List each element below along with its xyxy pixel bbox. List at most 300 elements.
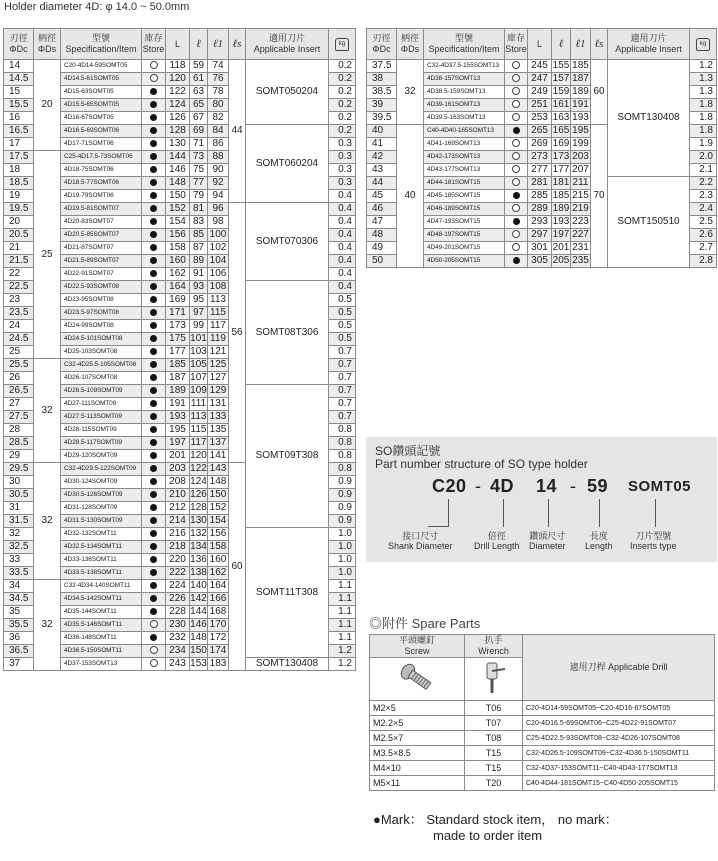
l1-value: 96	[208, 203, 229, 216]
col-kg	[329, 29, 356, 60]
kg-value: 1.3	[690, 73, 717, 86]
store-cell	[505, 255, 528, 268]
stock-dot-icon	[150, 595, 157, 602]
L-value: 212	[166, 502, 190, 515]
L-value: 185	[166, 359, 190, 372]
l1-value: 141	[208, 450, 229, 463]
col-L: L	[166, 29, 190, 60]
spec-value: 4D48-197SOMT15	[424, 229, 505, 242]
L-value: 228	[166, 606, 190, 619]
l-value: 75	[190, 164, 208, 177]
l-value: 71	[190, 138, 208, 151]
l1-value: 98	[208, 216, 229, 229]
dc-value: 42	[367, 151, 397, 164]
spec-value: 4D35-144SOMT11	[61, 606, 142, 619]
kg-value: 0.4	[329, 242, 356, 255]
l-value: 142	[190, 593, 207, 604]
stock-dot-icon	[150, 465, 157, 472]
L-value: 289	[528, 203, 552, 216]
spec-value: 4D15-63SOMT05	[61, 86, 142, 99]
wrench-value: T08	[465, 731, 523, 746]
spare-parts-table	[369, 634, 715, 791]
screw-value: M4×10	[370, 761, 465, 776]
kg-value: 2.4	[690, 203, 717, 216]
L-value: 189	[166, 385, 190, 398]
dc-value: 44	[367, 177, 397, 190]
wrench-value: T15	[465, 746, 523, 761]
spec-value: 4D42-173SOMT13	[424, 151, 505, 164]
dc-value: 29.5	[4, 463, 34, 476]
spec-value: 4D32.5-134SOMT11	[61, 541, 142, 554]
stock-dot-icon	[150, 218, 157, 225]
dc-value: 16	[4, 112, 34, 125]
screw-value: M5×11	[370, 776, 465, 791]
col-ds: 柄徑 ΦDs	[397, 29, 424, 60]
dc-value: 17	[4, 138, 34, 151]
l1-value: 148	[208, 476, 229, 489]
spec-value: 4D45-185SOMT15	[424, 190, 505, 203]
L-value: 126	[166, 112, 190, 125]
insert-value: SOMT070306	[246, 203, 329, 281]
no-stock-circle-icon	[512, 178, 520, 186]
store-cell	[142, 658, 166, 671]
l-value: 59	[190, 60, 208, 73]
l1-value: 137	[208, 437, 229, 450]
kg-value: 2.8	[690, 255, 717, 268]
store-cell	[142, 307, 166, 320]
store-cell	[142, 73, 166, 86]
L-value: 245	[528, 60, 552, 73]
L-value: 162	[166, 268, 190, 281]
L-value: 210	[166, 489, 190, 502]
kg-value: 1.1	[329, 580, 356, 593]
l-value: 136	[190, 554, 207, 565]
kg-value: 1.8	[690, 125, 717, 138]
spec-value: C32-4D29.5-122SOMT09	[61, 463, 142, 476]
l1-value: 102	[208, 242, 229, 255]
l1-value: 119	[208, 333, 229, 346]
spec-value: C40-4D40-165SOMT13	[424, 125, 505, 138]
l-value: 130	[190, 515, 207, 526]
l-value: 150	[190, 645, 207, 656]
spec-value: 4D27-111SOMT09	[61, 398, 142, 411]
L-value: 195	[166, 424, 190, 437]
kg-value: 0.7	[329, 398, 356, 411]
stock-dot-icon	[150, 491, 157, 498]
l1-value: 150	[208, 489, 229, 502]
kg-value: 2.0	[690, 151, 717, 164]
l1-value: 223	[572, 216, 589, 227]
L-value: 148	[166, 177, 190, 190]
spec-value: 4D36.5-150SOMT11	[61, 645, 142, 658]
L-value: 281	[528, 177, 552, 190]
spare-parts-title: ◎附件 Spare Parts	[369, 616, 481, 631]
screw-value: M2.5×7	[370, 731, 465, 746]
col-l: ℓ	[190, 29, 208, 60]
ls-value: 60	[591, 60, 608, 125]
store-cell	[142, 372, 166, 385]
dc-value: 25	[4, 346, 34, 359]
l1-value: 174	[208, 645, 229, 658]
L-value: 118	[166, 60, 190, 73]
store-cell	[142, 398, 166, 411]
spec-value: C32-4D37.5-155SOMT13	[424, 60, 505, 73]
table-row	[4, 60, 356, 73]
applicable-drill-value: C40-4D44-181SOMT15~C40-4D50-205SOMT15	[523, 776, 715, 791]
l1-value: 115	[208, 307, 229, 320]
stock-dot-icon	[150, 348, 157, 355]
col-wrench: 扒手 Wrench	[465, 635, 523, 658]
label-shank: 接口尺寸 Shank Diameter	[388, 531, 453, 551]
store-cell	[505, 125, 528, 138]
stock-dot-icon	[513, 218, 520, 225]
no-stock-circle-icon	[150, 646, 158, 654]
l1-value: 84	[208, 125, 229, 138]
dc-value: 36.5	[4, 645, 34, 658]
insert-value: SOMT130408	[246, 658, 329, 671]
stock-dot-icon	[513, 127, 520, 134]
kg-value: 0.5	[329, 307, 356, 320]
col-dc: 刃徑 ΦDc	[4, 29, 34, 60]
ds-value: 32	[397, 60, 424, 125]
store-cell	[142, 515, 166, 528]
dc-value: 16.5	[4, 125, 34, 138]
spec-value: 4D37-153SOMT13	[61, 658, 142, 671]
no-stock-circle-icon	[150, 74, 158, 82]
kg-value: 1.2	[329, 658, 356, 671]
dc-value: 34.5	[4, 593, 34, 606]
store-cell	[142, 411, 166, 424]
l1-value: 80	[208, 99, 229, 112]
L-value: 158	[166, 242, 190, 255]
dc-value: 33	[4, 554, 34, 567]
l1-value: 195	[572, 125, 589, 136]
dc-value: 48	[367, 229, 397, 242]
table-row	[370, 731, 715, 746]
col-ds: 柄徑 ΦDs	[34, 29, 61, 60]
code-shank: C20	[432, 476, 467, 496]
L-value: 216	[166, 528, 190, 541]
code-insert: SOMT05	[628, 478, 692, 495]
kg-value: 0.9	[329, 515, 356, 528]
store-cell	[505, 73, 528, 86]
kg-value: 2.5	[690, 216, 717, 229]
part-number-title-cn: SO鑽頭記號	[375, 444, 441, 458]
kg-value: 0.5	[329, 333, 356, 346]
kg-value: 0.5	[329, 294, 356, 307]
store-cell	[505, 99, 528, 112]
l-value: 126	[190, 489, 207, 500]
spec-value: 4D25-103SOMT08	[61, 346, 142, 359]
L-value: 128	[166, 125, 190, 138]
L-value: 232	[166, 632, 190, 645]
l-value: 144	[190, 606, 207, 617]
kg-value: 0.2	[329, 112, 356, 125]
dc-value: 33.5	[4, 567, 34, 580]
l-value: 140	[190, 580, 207, 591]
ls-value: 60	[229, 463, 246, 671]
dc-value: 23	[4, 294, 34, 307]
table-row	[367, 60, 717, 73]
stock-dot-icon	[150, 192, 157, 199]
spec-value: 4D24.5-101SOMT08	[61, 333, 142, 346]
label-length: 長度 Length	[585, 531, 613, 551]
dc-value: 14.5	[4, 73, 34, 86]
stock-dot-icon	[150, 101, 157, 108]
l-value: 89	[190, 255, 208, 268]
dc-value: 39.5	[367, 112, 397, 125]
l-value: 146	[190, 619, 207, 630]
dc-value: 47	[367, 216, 397, 229]
l1-value: 219	[572, 203, 589, 214]
L-value: 156	[166, 229, 190, 242]
l1-value: 183	[208, 658, 229, 671]
L-value: 305	[528, 255, 552, 268]
L-value: 265	[528, 125, 552, 138]
kg-value: 0.9	[329, 502, 356, 515]
stock-dot-icon	[150, 478, 157, 485]
stock-dot-icon	[150, 504, 157, 511]
dc-value: 39	[367, 99, 397, 112]
store-cell	[142, 424, 166, 437]
spec-value: 4D46-189SOMT15	[424, 203, 505, 216]
col-ls: ℓs	[229, 29, 246, 60]
insert-value: SOMT11T308	[246, 528, 329, 658]
store-cell	[142, 346, 166, 359]
stock-dot-icon	[150, 608, 157, 615]
kg-value: 0.5	[329, 320, 356, 333]
L-value: 171	[166, 307, 190, 320]
store-cell	[142, 463, 166, 476]
dc-value: 26	[4, 372, 34, 385]
kg-value: 0.4	[329, 255, 356, 268]
stock-dot-icon	[150, 556, 157, 563]
ds-value: 32	[34, 580, 61, 671]
stock-dot-icon	[150, 634, 157, 641]
no-stock-circle-icon	[512, 204, 520, 212]
store-cell	[505, 151, 528, 164]
L-value: 177	[166, 346, 190, 359]
dc-value: 37	[4, 658, 34, 671]
table-row	[370, 776, 715, 791]
spec-value: 4D21-87SOMT07	[61, 242, 142, 255]
L-value: 152	[166, 203, 190, 216]
kg-value: 1.8	[690, 112, 717, 125]
wrench-image	[465, 658, 523, 701]
l1-value: 187	[572, 73, 589, 84]
dc-value: 21	[4, 242, 34, 255]
l-value: 95	[190, 294, 208, 307]
kg-value: 1.0	[329, 567, 356, 580]
stock-dot-icon	[513, 192, 520, 199]
l1-value: 86	[208, 138, 229, 151]
l1-value: 154	[208, 515, 229, 528]
kg-value: 0.7	[329, 346, 356, 359]
l1-value: 207	[572, 164, 589, 175]
l-value: 185	[552, 190, 570, 201]
spec-value: 4D50-205SOMT15	[424, 255, 505, 268]
store-cell	[505, 138, 528, 151]
kg-value: 0.7	[329, 411, 356, 424]
dc-value: 50	[367, 255, 397, 268]
l-value: 201	[552, 242, 570, 253]
spec-value: C25-4D17.5-73SOMT06	[61, 151, 142, 164]
L-value: 273	[528, 151, 552, 164]
l-value: 61	[190, 73, 208, 86]
kg-value: 0.9	[329, 489, 356, 502]
dc-value: 28.5	[4, 437, 34, 450]
col-screw: 平頭螺釘 Screw	[370, 635, 465, 658]
kg-value: 0.4	[329, 190, 356, 203]
dc-value: 37.5	[367, 60, 397, 73]
kg-value: 2.1	[690, 164, 717, 177]
ds-value: 20	[34, 60, 61, 151]
l-value: 132	[190, 528, 207, 539]
spec-value: 4D18.5-77SOMT06	[61, 177, 142, 190]
dc-value: 38	[367, 73, 397, 86]
spec-value: 4D30.5-126SOMT09	[61, 489, 142, 502]
table-row	[370, 746, 715, 761]
part-number-panel: SO鑽頭記號 Part number structure of SO type holder C20 - 4D 14 - 59 SOMT05 接口尺寸 Shank Diameter 倍徑 Drill Length 鑽頭尺寸 Diameter 長度 Length 刀片型號 Inserts type	[366, 437, 717, 562]
l-value: 169	[552, 138, 570, 149]
code-length: 59	[587, 476, 609, 496]
dc-value: 31	[4, 502, 34, 515]
l1-value: 100	[208, 229, 229, 242]
insert-value: SOMT09T308	[246, 385, 329, 528]
l1-value: 158	[208, 541, 229, 554]
kg-value: 1.1	[329, 606, 356, 619]
col-insert: 適用刀片 Applicable Insert	[608, 29, 690, 60]
dc-value: 27	[4, 398, 34, 411]
l-value: 87	[190, 242, 208, 255]
l1-value: 78	[208, 86, 229, 99]
store-cell	[505, 203, 528, 216]
dc-value: 31.5	[4, 515, 34, 528]
stock-dot-icon	[150, 582, 157, 589]
l1-value: 135	[208, 424, 229, 437]
kg-value: 0.4	[329, 281, 356, 294]
no-stock-circle-icon	[512, 152, 520, 160]
right-spec-table	[366, 28, 717, 268]
l1-value: 185	[572, 60, 589, 71]
dc-value: 35.5	[4, 619, 34, 632]
no-stock-circle-icon	[512, 61, 520, 69]
no-stock-circle-icon	[150, 659, 158, 667]
l1-value: 82	[208, 112, 229, 125]
col-l1: ℓ1	[571, 29, 591, 60]
dc-value: 30	[4, 476, 34, 489]
l1-value: 121	[208, 346, 229, 359]
stock-dot-icon	[150, 387, 157, 394]
kg-value: 0.4	[329, 268, 356, 281]
spec-value: 4D33-136SOMT11	[61, 554, 142, 567]
dc-value: 34	[4, 580, 34, 593]
stock-dot-icon	[150, 452, 157, 459]
spec-value: 4D28.5-117SOMT09	[61, 437, 142, 450]
store-cell	[142, 229, 166, 242]
spec-value: 4D41-169SOMT13	[424, 138, 505, 151]
kg-value: 0.7	[329, 372, 356, 385]
dc-value: 41	[367, 138, 397, 151]
dc-value: 24	[4, 320, 34, 333]
dc-value: 32.5	[4, 541, 34, 554]
stock-dot-icon	[150, 153, 157, 160]
stock-dot-icon	[150, 569, 157, 576]
l1-value: 131	[208, 398, 229, 411]
screw-value: M2×5	[370, 701, 465, 716]
store-cell	[142, 255, 166, 268]
kg-value: 2.2	[690, 177, 717, 190]
store-cell	[142, 619, 166, 632]
col-spec: 型號 Specification/Item	[61, 29, 142, 60]
weight-icon: kg	[335, 38, 349, 51]
l1-value: 231	[572, 242, 589, 253]
col-kg	[690, 29, 717, 60]
l-value: 134	[190, 541, 207, 552]
dc-value: 20	[4, 216, 34, 229]
l-value: 77	[190, 177, 208, 190]
no-stock-circle-icon	[512, 113, 520, 121]
dc-value: 19	[4, 190, 34, 203]
ds-value: 40	[397, 125, 424, 268]
l-value: 163	[552, 112, 570, 123]
l-value: 205	[552, 255, 570, 266]
no-stock-circle-icon	[512, 243, 520, 251]
stock-dot-icon	[150, 530, 157, 537]
store-cell	[142, 450, 166, 463]
l-value: 111	[190, 398, 207, 409]
l1-value: 193	[572, 112, 589, 123]
spec-value: C32-4D34-140SOMT11	[61, 580, 142, 593]
no-stock-circle-icon	[150, 620, 158, 628]
weight-icon: kg	[696, 38, 710, 51]
spec-value: 4D35.5-146SOMT11	[61, 619, 142, 632]
store-cell	[142, 112, 166, 125]
L-value: 214	[166, 515, 190, 528]
store-cell	[142, 580, 166, 593]
stock-dot-icon	[150, 517, 157, 524]
wrench-value: T20	[465, 776, 523, 791]
wrench-icon	[477, 659, 511, 697]
spec-value: 4D31-128SOMT09	[61, 502, 142, 515]
wrench-value: T15	[465, 761, 523, 776]
kg-value: 0.8	[329, 437, 356, 450]
spec-value: 4D17-71SOMT06	[61, 138, 142, 151]
dc-value: 32	[4, 528, 34, 541]
kg-value: 1.1	[329, 632, 356, 645]
stock-dot-icon	[150, 335, 157, 342]
l-value: 67	[190, 112, 208, 125]
spec-value: 4D33.5-138SOMT11	[61, 567, 142, 580]
store-cell	[505, 190, 528, 203]
ls-value: 56	[229, 203, 246, 463]
kg-value: 0.2	[329, 125, 356, 138]
store-cell	[142, 385, 166, 398]
l1-value: 199	[572, 138, 589, 149]
L-value: 164	[166, 281, 190, 294]
dc-value: 40	[367, 125, 397, 138]
L-value: 293	[528, 216, 552, 229]
dc-value: 18.5	[4, 177, 34, 190]
dc-value: 21.5	[4, 255, 34, 268]
store-cell	[142, 164, 166, 177]
l1-value: 162	[208, 567, 229, 580]
store-cell	[142, 632, 166, 645]
l1-value: 88	[208, 151, 229, 164]
stock-dot-icon	[150, 426, 157, 433]
spec-value: 4D30-124SOMT09	[61, 476, 142, 489]
stock-dot-icon	[150, 205, 157, 212]
